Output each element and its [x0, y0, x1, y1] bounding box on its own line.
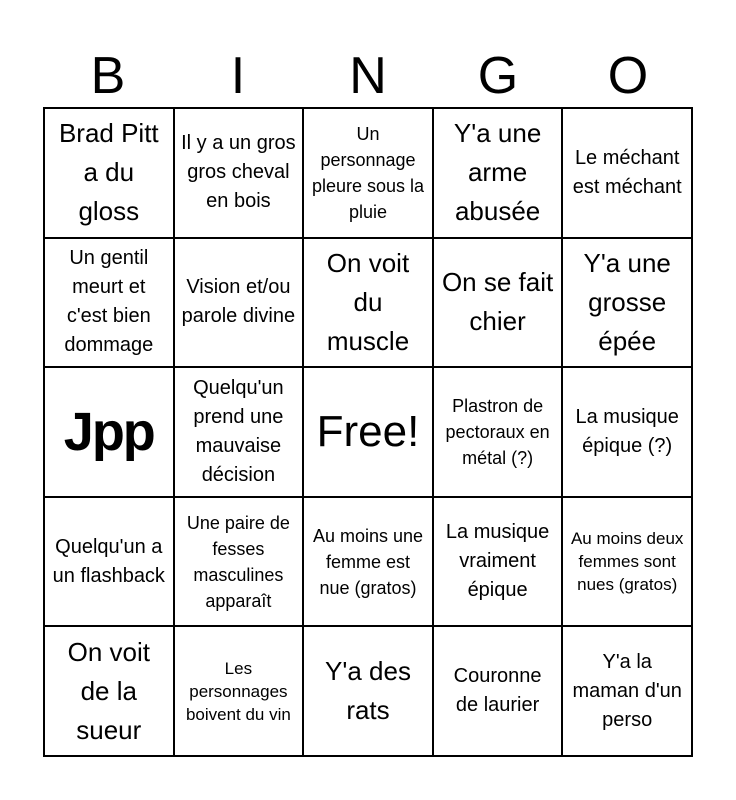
header-letter-n: N — [349, 47, 387, 105]
bingo-cell-r3c1[interactable] — [44, 367, 174, 497]
header-letter-o: O — [607, 47, 649, 105]
bingo-cell-r5c4[interactable] — [433, 626, 563, 756]
bingo-cell-r1c5[interactable] — [562, 108, 692, 238]
cell-text: Y'a une arme abusée — [453, 118, 542, 227]
cell-text: Un gentil meurt et c'est bien dommage — [64, 247, 154, 357]
bingo-cell-r1c2[interactable] — [174, 108, 304, 238]
cell-text: Couronne de laurier — [453, 665, 542, 717]
bingo-cell-r1c4[interactable] — [433, 108, 563, 238]
bingo-cell-r2c1[interactable] — [44, 238, 174, 368]
cell-text: Au moins une femme est nue (gratos) — [312, 525, 424, 598]
bingo-cell-r1c3[interactable] — [303, 108, 433, 238]
cell-text: La musique épique (?) — [575, 405, 679, 457]
bingo-cell-r2c4[interactable] — [433, 238, 563, 368]
bingo-cell-r4c4[interactable] — [433, 497, 563, 627]
bingo-header — [43, 44, 693, 108]
free-space-text: Free! — [316, 406, 420, 456]
cell-text: Quelqu'un a un flashback — [52, 535, 165, 587]
bingo-cell-r3c5[interactable] — [562, 367, 692, 497]
cell-text: Plastron de pectoraux en métal (?) — [445, 395, 550, 468]
bingo-cell-r5c3[interactable] — [303, 626, 433, 756]
bingo-cell-r4c1[interactable] — [44, 497, 174, 627]
bingo-cell-r2c5[interactable] — [562, 238, 692, 368]
cell-text: Vision et/ou parole divine — [181, 276, 296, 328]
bingo-cell-r3c2[interactable] — [174, 367, 304, 497]
cell-text: Il y a un gros gros cheval en bois — [181, 132, 296, 213]
cell-text: Au moins deux femmes sont nues (gratos) — [570, 529, 684, 595]
bingo-cell-r5c5[interactable] — [562, 626, 692, 756]
cell-text: On voit du muscle — [326, 247, 410, 356]
cell-text: Le méchant est méchant — [572, 146, 682, 198]
cell-text: Jpp — [63, 401, 154, 462]
bingo-cell-r5c1[interactable] — [44, 626, 174, 756]
bingo-cell-r4c5[interactable] — [562, 497, 692, 627]
cell-text: On se fait chier — [441, 267, 554, 337]
header-letter-i: I — [230, 47, 246, 105]
bingo-cell-r4c2[interactable] — [174, 497, 304, 627]
cell-text: La musique vraiment épique — [445, 521, 550, 602]
bingo-cell-r4c3[interactable] — [303, 497, 433, 627]
cell-text: Y'a une grosse épée — [583, 247, 671, 356]
header-letter-g: G — [477, 47, 519, 105]
cell-text: Les personnages boivent du vin — [185, 658, 291, 724]
bingo-cell-r2c2[interactable] — [174, 238, 304, 368]
bingo-cell-free[interactable] — [303, 367, 433, 497]
bingo-cell-r1c1[interactable] — [44, 108, 174, 238]
cell-text: Un personnage pleure sous la pluie — [311, 123, 425, 222]
bingo-board — [43, 107, 693, 757]
cell-text: Brad Pitt a du gloss — [58, 118, 159, 227]
header-letter-b: B — [90, 47, 126, 105]
bingo-cell-r5c2[interactable] — [174, 626, 304, 756]
bingo-cell-r2c3[interactable] — [303, 238, 433, 368]
bingo-cell-r3c4[interactable] — [433, 367, 563, 497]
cell-text: Une paire de fesses masculines apparaît — [186, 512, 290, 611]
cell-text: Quelqu'un prend une mauvaise décision — [193, 376, 284, 486]
cell-text: On voit de la sueur — [67, 636, 150, 745]
cell-text: Y'a la maman d'un perso — [572, 650, 682, 731]
cell-text: Y'a des rats — [325, 656, 411, 726]
